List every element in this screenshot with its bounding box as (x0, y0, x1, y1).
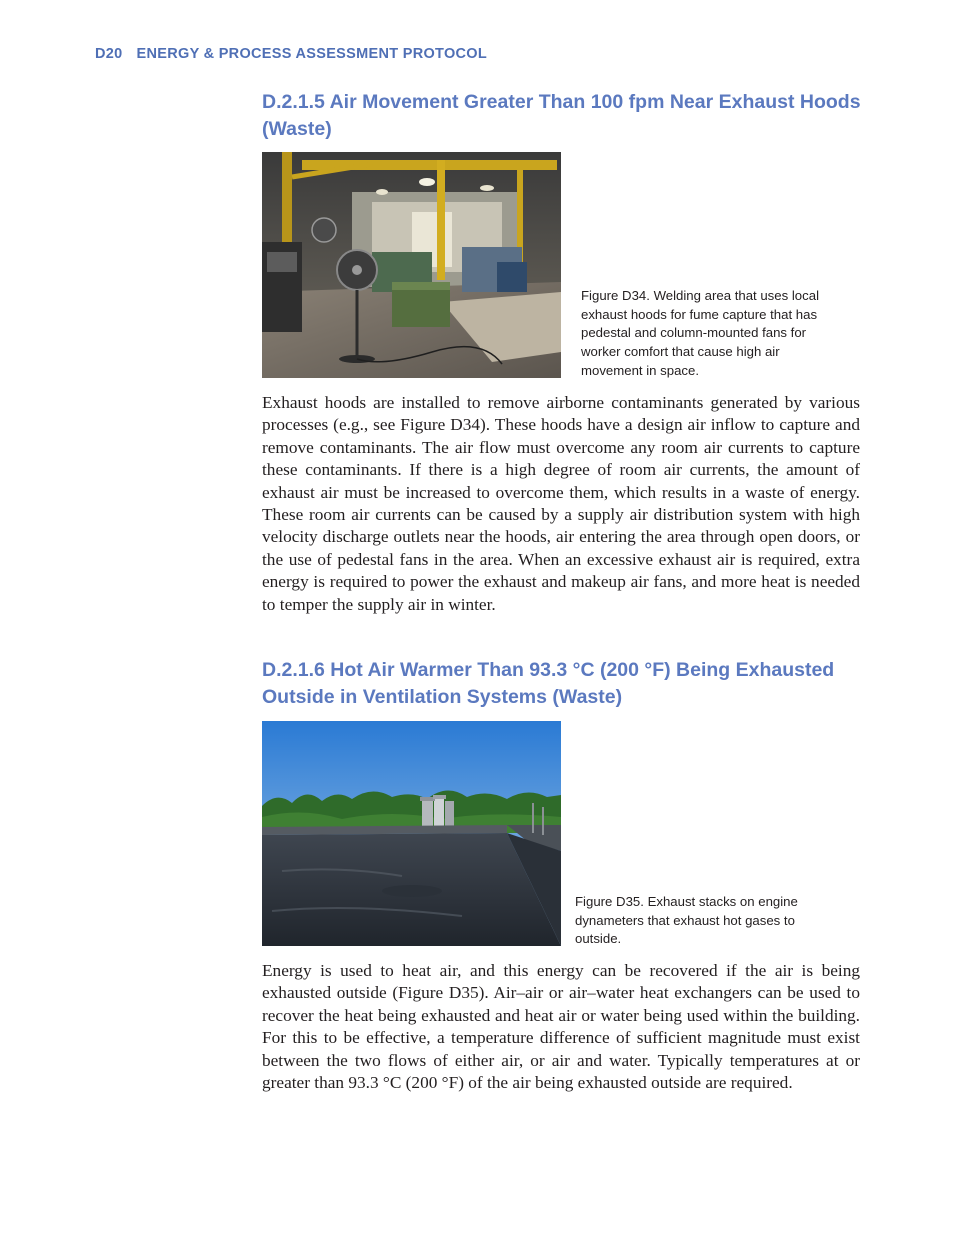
figure-d35-caption: Figure D35. Exhaust stacks on engine dynameters that exhaust hot gases to outside. (575, 894, 798, 947)
body-paragraph-d215: Exhaust hoods are installed to remove airborne contaminants generated by various processes (e.g., see Figure D34). These hoods have a design air inflow to capture and remove contaminants. The air flow must overcome any room air currents to capture these contaminants. If there is a high degree of room air currents, the amount of exhaust air must be increased to overcome them, which results in a waste of energy. These room air currents can be caused by a supply air distribution system with high velocity discharge outlets near the hoods, air entering the area through open doors, or the use of pedestal fans in the area. When an excessive exhaust air is required, extra energy is required to power the exhaust and makeup air fans, and more heat is needed to temper the supply air in winter. (262, 393, 860, 614)
section-heading-d216: D.2.1.6 Hot Air Warmer Than 93.3 °C (200 °F) Being Exhausted Outside in Ventilation Systems (Waste) (262, 659, 835, 708)
figure-d34-welding-area-photo (262, 152, 561, 378)
running-head-title: ENERGY & PROCESS ASSESSMENT PROTOCOL (136, 46, 488, 62)
figure-d34-caption: Figure D34. Welding area that uses local exhaust hoods for fume capture that has pedestal and column-mounted fans for worker comfort that cause high air movement in space. (581, 288, 819, 378)
figure-d35-exhaust-stacks-photo (262, 721, 561, 946)
page-number: D20 (95, 46, 123, 62)
section-heading-d215: D.2.1.5 Air Movement Greater Than 100 fpm Near Exhaust Hoods (Waste) (262, 91, 861, 140)
running-head (95, 46, 487, 62)
body-paragraph-d216: Energy is used to heat air, and this energy can be recovered if the air is being exhausted outside (Figure D35). Air–air or air–water heat exchangers can be used to recover the heat being exhausted and heat air or water being used within the building. For this to be effective, a temperature difference of sufficient magnitude must exist between the two flows of either air, or air and water. Typically temperatures at or greater than 93.3 °C (200 °F) of the air being exhausted outside are required. (262, 961, 860, 1093)
